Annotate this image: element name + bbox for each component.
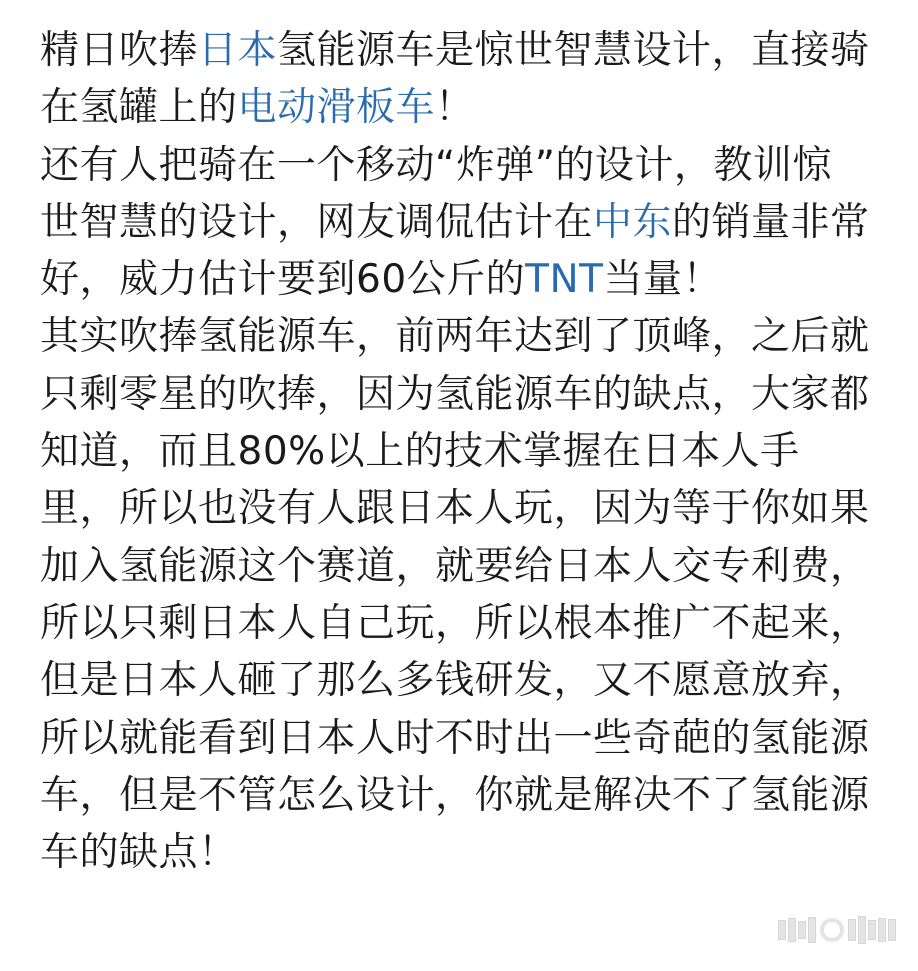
link-tnt[interactable]: TNT (525, 257, 604, 303)
paragraph-1 (40, 22, 870, 137)
link-japan[interactable]: 日本 (198, 28, 278, 73)
paragraph-1-text-b: 氢能源车是惊世智慧设计，直接骑在氢罐上的 (40, 28, 870, 131)
paragraph-1-text-c: ！ (435, 85, 475, 131)
paragraph-2-text-c: 当量！ (603, 257, 722, 303)
watermark-logo-icon (778, 915, 896, 945)
post-body (40, 22, 870, 881)
link-middle-east[interactable]: 中东 (593, 199, 673, 245)
paragraph-2-text-a: 还有人把骑在一个移动“炸弹”的设计，教训惊世智慧的设计，网友调侃估计在 (40, 142, 832, 245)
paragraph-2 (40, 137, 870, 309)
link-electric-scooter[interactable]: 电动滑板车 (237, 85, 436, 131)
paragraph-3: 其实吹捧氢能源车，前两年达到了顶峰，之后就只剩零星的吹捧，因为氢能源车的缺点，大家都知道，而且80%以上的技术掌握在日本人手里，所以也没有人跟日本人玩，因为等于你如果加入氢能源这个赛道，就要给日本人交专利费，所以只剩日本人自己玩，所以根本推广不起来，但是日本人砸了那么多钱研发，又不愿意放弃，所以就能看到日本人时不时出一些奇葩的氢能源车，但是不管怎么设计，你就是解决不了氢能源车的缺点！ (40, 314, 870, 876)
paragraph-1-text-a: 精日吹捧 (40, 28, 199, 73)
paragraph-2-text-b: 的销量非常好，威力估计要到60公斤的 (40, 199, 870, 303)
